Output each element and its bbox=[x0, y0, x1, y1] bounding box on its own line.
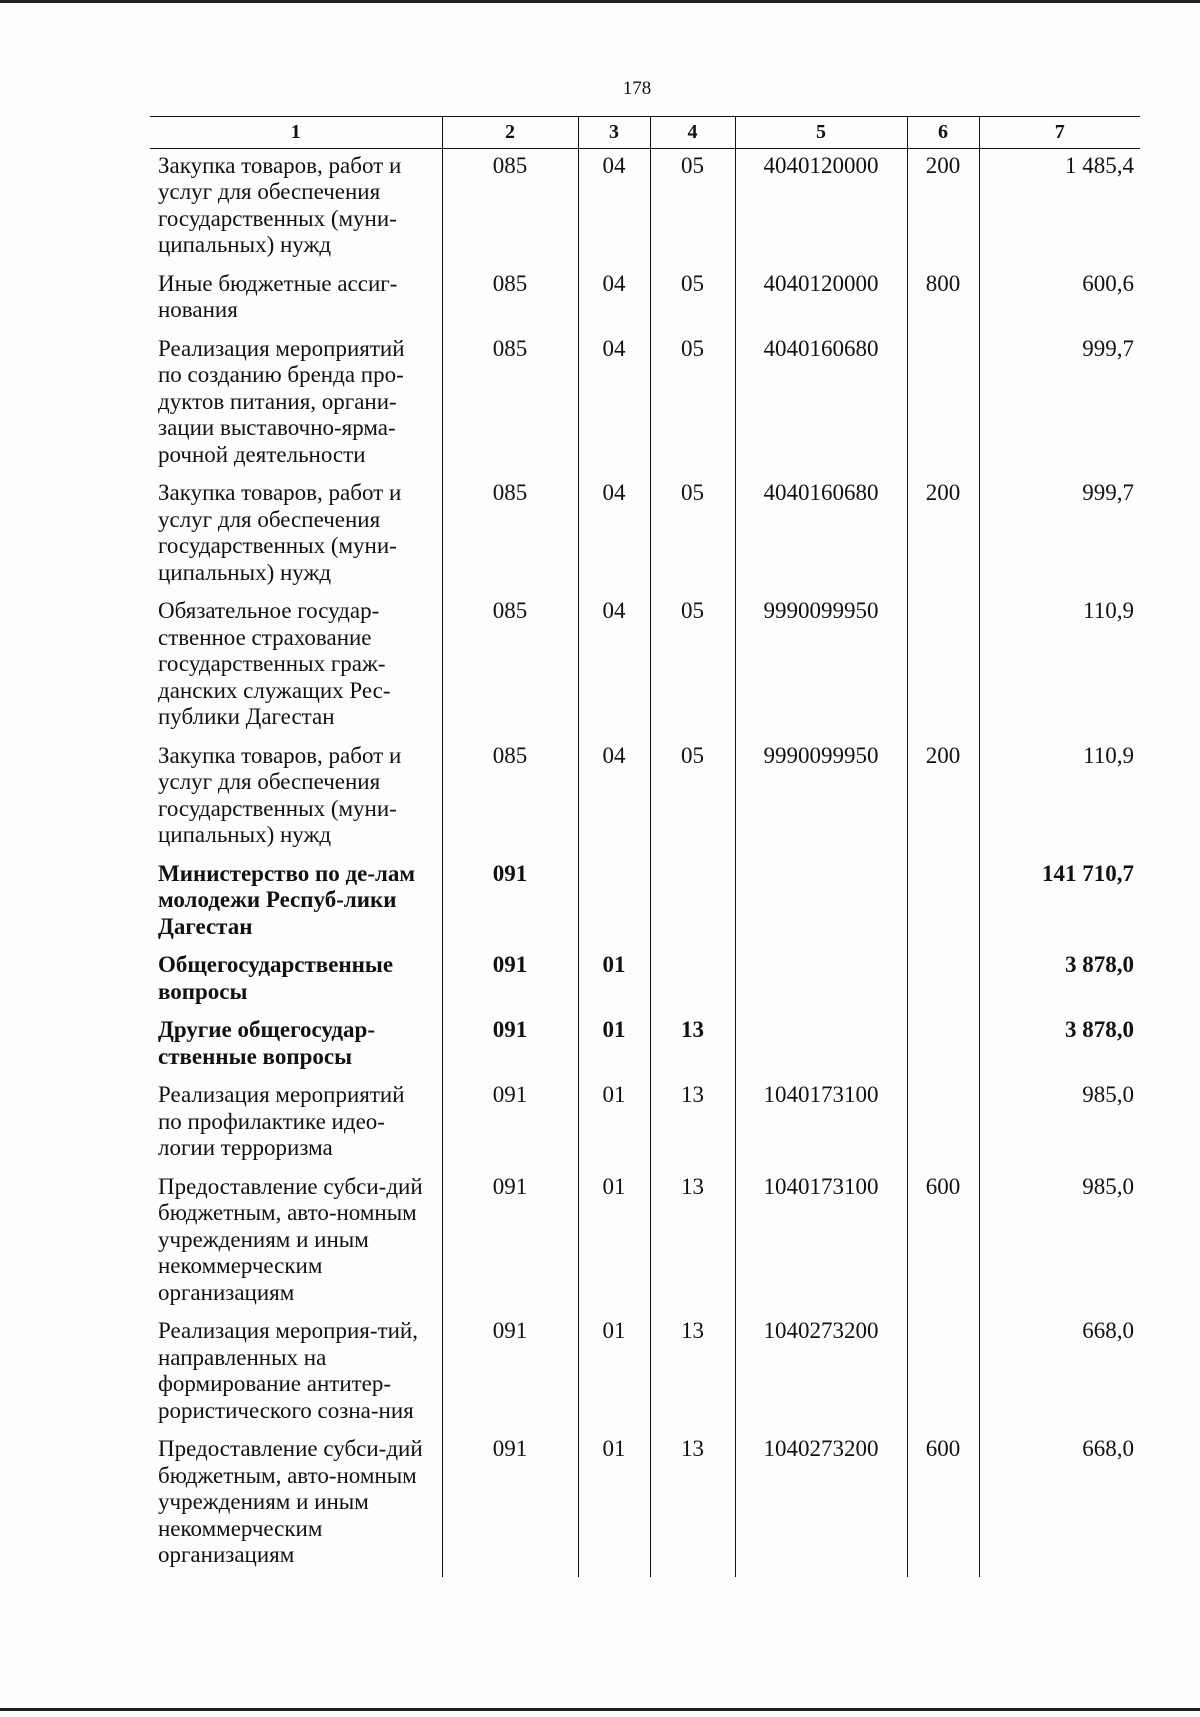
item-name: Министерство по де-лам молодежи Респуб-лики Дагестан bbox=[158, 860, 416, 939]
table-row bbox=[150, 739, 1140, 857]
target-item-code: 1040273200 bbox=[735, 1432, 907, 1577]
ministry-code: 091 bbox=[442, 1078, 578, 1170]
item-name: Общегосударственные вопросы bbox=[158, 952, 394, 1004]
ministry-code: 085 bbox=[442, 267, 578, 332]
header-col-3: 3 bbox=[578, 117, 650, 149]
amount: 110,9 bbox=[979, 594, 1140, 739]
ministry-code: 085 bbox=[442, 739, 578, 857]
header-col-6: 6 bbox=[907, 117, 979, 149]
table-row bbox=[150, 476, 1140, 594]
section-code: 04 bbox=[578, 267, 650, 332]
section-code: 04 bbox=[578, 476, 650, 594]
amount: 668,0 bbox=[979, 1432, 1140, 1577]
expense-type-code bbox=[907, 1013, 979, 1078]
subsection-code bbox=[650, 857, 735, 949]
expense-type-code bbox=[907, 857, 979, 949]
table-row bbox=[150, 1170, 1140, 1315]
subsection-code: 05 bbox=[650, 148, 735, 267]
target-item-code: 1040273200 bbox=[735, 1314, 907, 1432]
expense-type-code: 600 bbox=[907, 1170, 979, 1315]
subsection-code: 13 bbox=[650, 1013, 735, 1078]
target-item-code: 4040160680 bbox=[735, 332, 907, 477]
section-code: 01 bbox=[578, 1013, 650, 1078]
scan-bottom-border bbox=[0, 1708, 1200, 1711]
expense-type-code: 200 bbox=[907, 148, 979, 267]
amount: 3 878,0 bbox=[979, 948, 1140, 1013]
subsection-code: 05 bbox=[650, 332, 735, 477]
section-code: 04 bbox=[578, 332, 650, 477]
amount: 985,0 bbox=[979, 1078, 1140, 1170]
item-name: Реализация мероприятий по созданию бренда про-дуктов питания, органи-зации выставочно-ярма-рочной деятельности bbox=[158, 335, 405, 467]
subsection-code: 13 bbox=[650, 1170, 735, 1315]
item-name: Иные бюджетные ассиг-нования bbox=[158, 270, 398, 322]
item-name: Другие общегосудар-ственные вопросы bbox=[158, 1017, 376, 1069]
table-row bbox=[150, 1013, 1140, 1078]
target-item-code: 4040120000 bbox=[735, 267, 907, 332]
target-item-code bbox=[735, 948, 907, 1013]
amount: 600,6 bbox=[979, 267, 1140, 332]
target-item-code: 4040120000 bbox=[735, 148, 907, 267]
subsection-code: 05 bbox=[650, 476, 735, 594]
target-item-code bbox=[735, 857, 907, 949]
amount: 999,7 bbox=[979, 476, 1140, 594]
target-item-code: 9990099950 bbox=[735, 739, 907, 857]
item-name: Реализация мероприя-тий, направленных на формирование антитер-рористического созна-ния bbox=[158, 1318, 418, 1423]
expense-type-code bbox=[907, 332, 979, 477]
subsection-code: 05 bbox=[650, 594, 735, 739]
expense-type-code bbox=[907, 1078, 979, 1170]
scan-top-border bbox=[0, 0, 1200, 3]
section-code: 01 bbox=[578, 1432, 650, 1577]
section-code: 04 bbox=[578, 594, 650, 739]
expense-type-code bbox=[907, 594, 979, 739]
subsection-code: 13 bbox=[650, 1078, 735, 1170]
section-code: 04 bbox=[578, 148, 650, 267]
item-name: Закупка товаров, работ и услуг для обеспечения государственных (муни-ципальных) нужд bbox=[158, 152, 402, 257]
section-code: 01 bbox=[578, 1314, 650, 1432]
subsection-code bbox=[650, 948, 735, 1013]
table-body bbox=[150, 148, 1140, 1577]
subsection-code: 13 bbox=[650, 1432, 735, 1577]
expense-type-code bbox=[907, 948, 979, 1013]
table-row bbox=[150, 1432, 1140, 1577]
section-code: 01 bbox=[578, 1078, 650, 1170]
table-header bbox=[150, 117, 1140, 149]
header-col-5: 5 bbox=[735, 117, 907, 149]
ministry-code: 091 bbox=[442, 1170, 578, 1315]
expense-type-code: 200 bbox=[907, 739, 979, 857]
item-name: Обязательное государ-ственное страхование государственных граж-данских служащих Рес-публики Дагестан bbox=[158, 598, 391, 729]
table-row bbox=[150, 594, 1140, 739]
section-code: 01 bbox=[578, 1170, 650, 1315]
subsection-code: 13 bbox=[650, 1314, 735, 1432]
amount: 110,9 bbox=[979, 739, 1140, 857]
amount: 141 710,7 bbox=[979, 857, 1140, 949]
table-row bbox=[150, 148, 1140, 267]
header-row bbox=[150, 117, 1140, 149]
ministry-code: 085 bbox=[442, 148, 578, 267]
target-item-code: 9990099950 bbox=[735, 594, 907, 739]
ministry-code: 091 bbox=[442, 1432, 578, 1577]
subsection-code: 05 bbox=[650, 739, 735, 857]
item-name: Предоставление субси-дий бюджетным, авто-номным учреждениям и иным некоммерческим организациям bbox=[158, 1173, 423, 1305]
target-item-code: 1040173100 bbox=[735, 1078, 907, 1170]
expense-type-code bbox=[907, 1314, 979, 1432]
ministry-code: 085 bbox=[442, 332, 578, 477]
header-col-1: 1 bbox=[150, 117, 442, 149]
amount: 3 878,0 bbox=[979, 1013, 1140, 1078]
header-col-7: 7 bbox=[979, 117, 1140, 149]
amount: 999,7 bbox=[979, 332, 1140, 477]
section-code bbox=[578, 857, 650, 949]
item-name: Предоставление субси-дий бюджетным, авто-номным учреждениям и иным некоммерческим организациям bbox=[158, 1436, 423, 1567]
table-row bbox=[150, 1314, 1140, 1432]
ministry-code: 091 bbox=[442, 1314, 578, 1432]
amount: 668,0 bbox=[979, 1314, 1140, 1432]
section-code: 04 bbox=[578, 739, 650, 857]
item-name: Реализация мероприятий по профилактике идео-логии терроризма bbox=[158, 1082, 405, 1160]
expense-type-code: 200 bbox=[907, 476, 979, 594]
ministry-code: 085 bbox=[442, 476, 578, 594]
table-row bbox=[150, 1078, 1140, 1170]
target-item-code: 4040160680 bbox=[735, 476, 907, 594]
table-row bbox=[150, 332, 1140, 477]
budget-table bbox=[150, 116, 1140, 1577]
table-row bbox=[150, 857, 1140, 949]
header-col-2: 2 bbox=[442, 117, 578, 149]
ministry-code: 091 bbox=[442, 1013, 578, 1078]
target-item-code bbox=[735, 1013, 907, 1078]
header-col-4: 4 bbox=[650, 117, 735, 149]
amount: 1 485,4 bbox=[979, 148, 1140, 267]
amount: 985,0 bbox=[979, 1170, 1140, 1315]
ministry-code: 085 bbox=[442, 594, 578, 739]
section-code: 01 bbox=[578, 948, 650, 1013]
ministry-code: 091 bbox=[442, 857, 578, 949]
subsection-code: 05 bbox=[650, 267, 735, 332]
ministry-code: 091 bbox=[442, 948, 578, 1013]
table-row bbox=[150, 267, 1140, 332]
page-number: 178 bbox=[622, 78, 652, 99]
table-row bbox=[150, 948, 1140, 1013]
item-name: Закупка товаров, работ и услуг для обеспечения государственных (муни-ципальных) нужд bbox=[158, 742, 402, 847]
expense-type-code: 800 bbox=[907, 267, 979, 332]
target-item-code: 1040173100 bbox=[735, 1170, 907, 1315]
item-name: Закупка товаров, работ и услуг для обеспечения государственных (муни-ципальных) нужд bbox=[158, 480, 402, 585]
expense-type-code: 600 bbox=[907, 1432, 979, 1577]
